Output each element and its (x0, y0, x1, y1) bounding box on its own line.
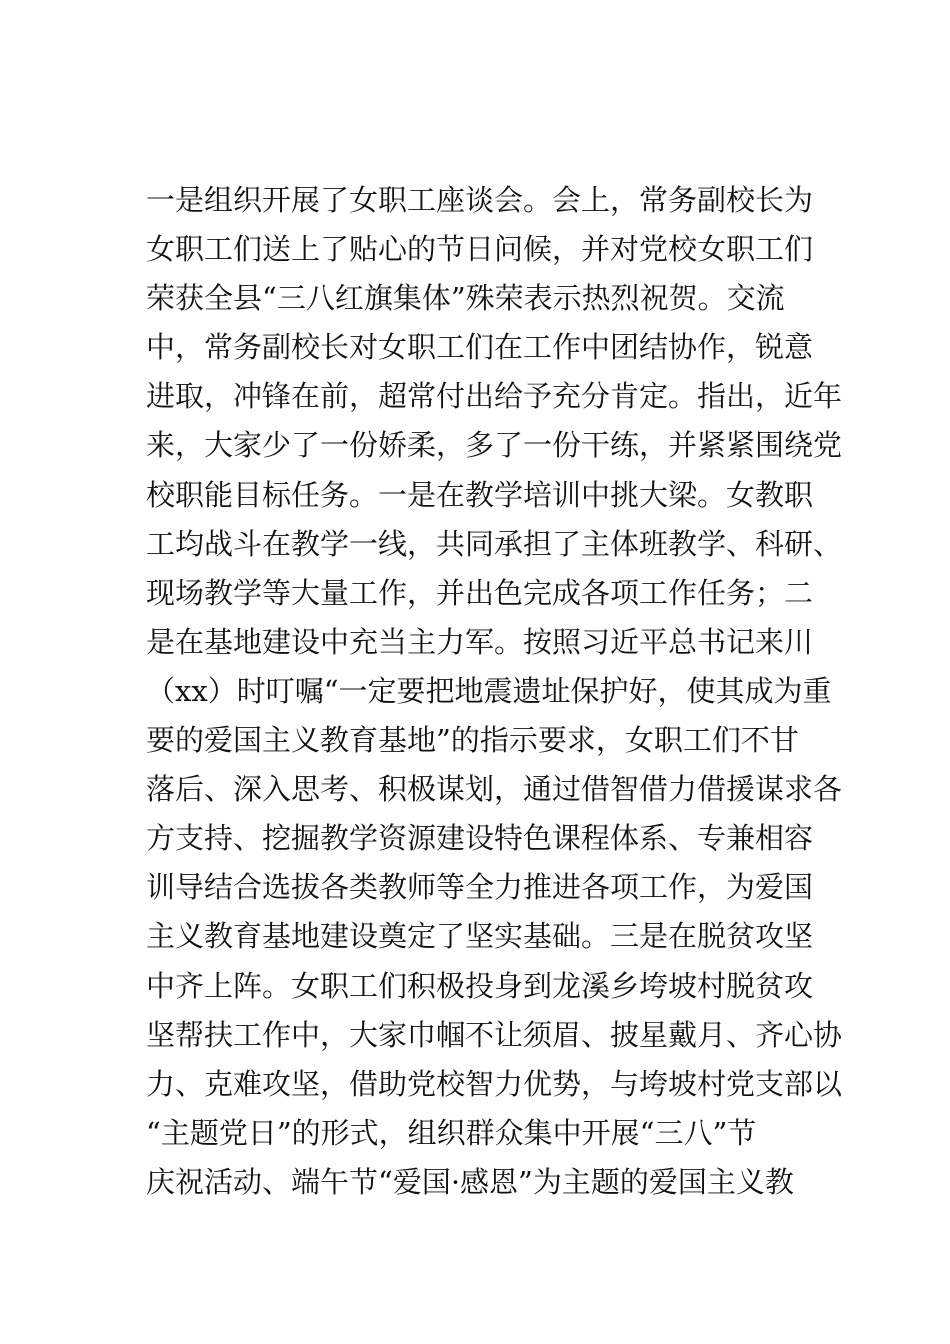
text-line: 进取，冲锋在前，超常付出给予充分肯定。指出，近年 (146, 379, 843, 414)
text-line: 坚帮扶工作中，大家巾帼不让须眉、披星戴月、齐心协 (146, 1017, 843, 1052)
text-line: 方支持、挖掘教学资源建设特色课程体系、专兼相容 (146, 821, 814, 856)
text-line: 训导结合选拔各类教师等全力推进各项工作，为爱国 (146, 870, 814, 905)
text-line: 是在基地建设中充当主力军。按照习近平总书记来川 (146, 624, 814, 659)
text-line: 女职工们送上了贴心的节日问候，并对党校女职工们 (146, 232, 814, 267)
text-line: 中齐上阵。女职工们积极投身到龙溪乡垮坡村脱贫攻 (146, 968, 814, 1003)
text-line: “主题党日”的形式，组织群众集中开展“三八”节 (146, 1115, 757, 1150)
text-line: 力、克难攻坚，借助党校智力优势，与垮坡村党支部以 (146, 1066, 843, 1101)
text-line: （xx）时叮嘱“一定要把地震遗址保护好，使其成为重 (146, 673, 832, 708)
text-line: 现场教学等大量工作，并出色完成各项工作任务；二 (146, 575, 814, 610)
text-line: 一是组织开展了女职工座谈会。会上，常务副校长为 (146, 183, 814, 217)
text-line: 落后、深入思考、积极谋划，通过借智借力借援谋求各 (146, 772, 843, 807)
text-line: 校职能目标任务。一是在教学培训中挑大梁。女教职 (146, 477, 814, 512)
text-line: 要的爱国主义教育基地”的指示要求，女职工们不甘 (146, 723, 799, 758)
text-line: 荣获全县“三八红旗集体”殊荣表示热烈祝贺。交流 (146, 281, 785, 316)
text-line: 中，常务副校长对女职工们在工作中团结协作，锐意 (146, 330, 814, 365)
text-line: 来，大家少了一份娇柔，多了一份干练，并紧紧围绕党 (146, 428, 843, 463)
text-line: 庆祝活动、端午节“爱国·感恩”为主题的爱国主义教 (146, 1164, 794, 1199)
text-line: 主义教育基地建设奠定了坚实基础。三是在脱贫攻坚 (146, 919, 814, 954)
body-paragraph (146, 176, 843, 1207)
text-line: 工均战斗在教学一线，共同承担了主体班教学、科研、 (146, 526, 843, 561)
